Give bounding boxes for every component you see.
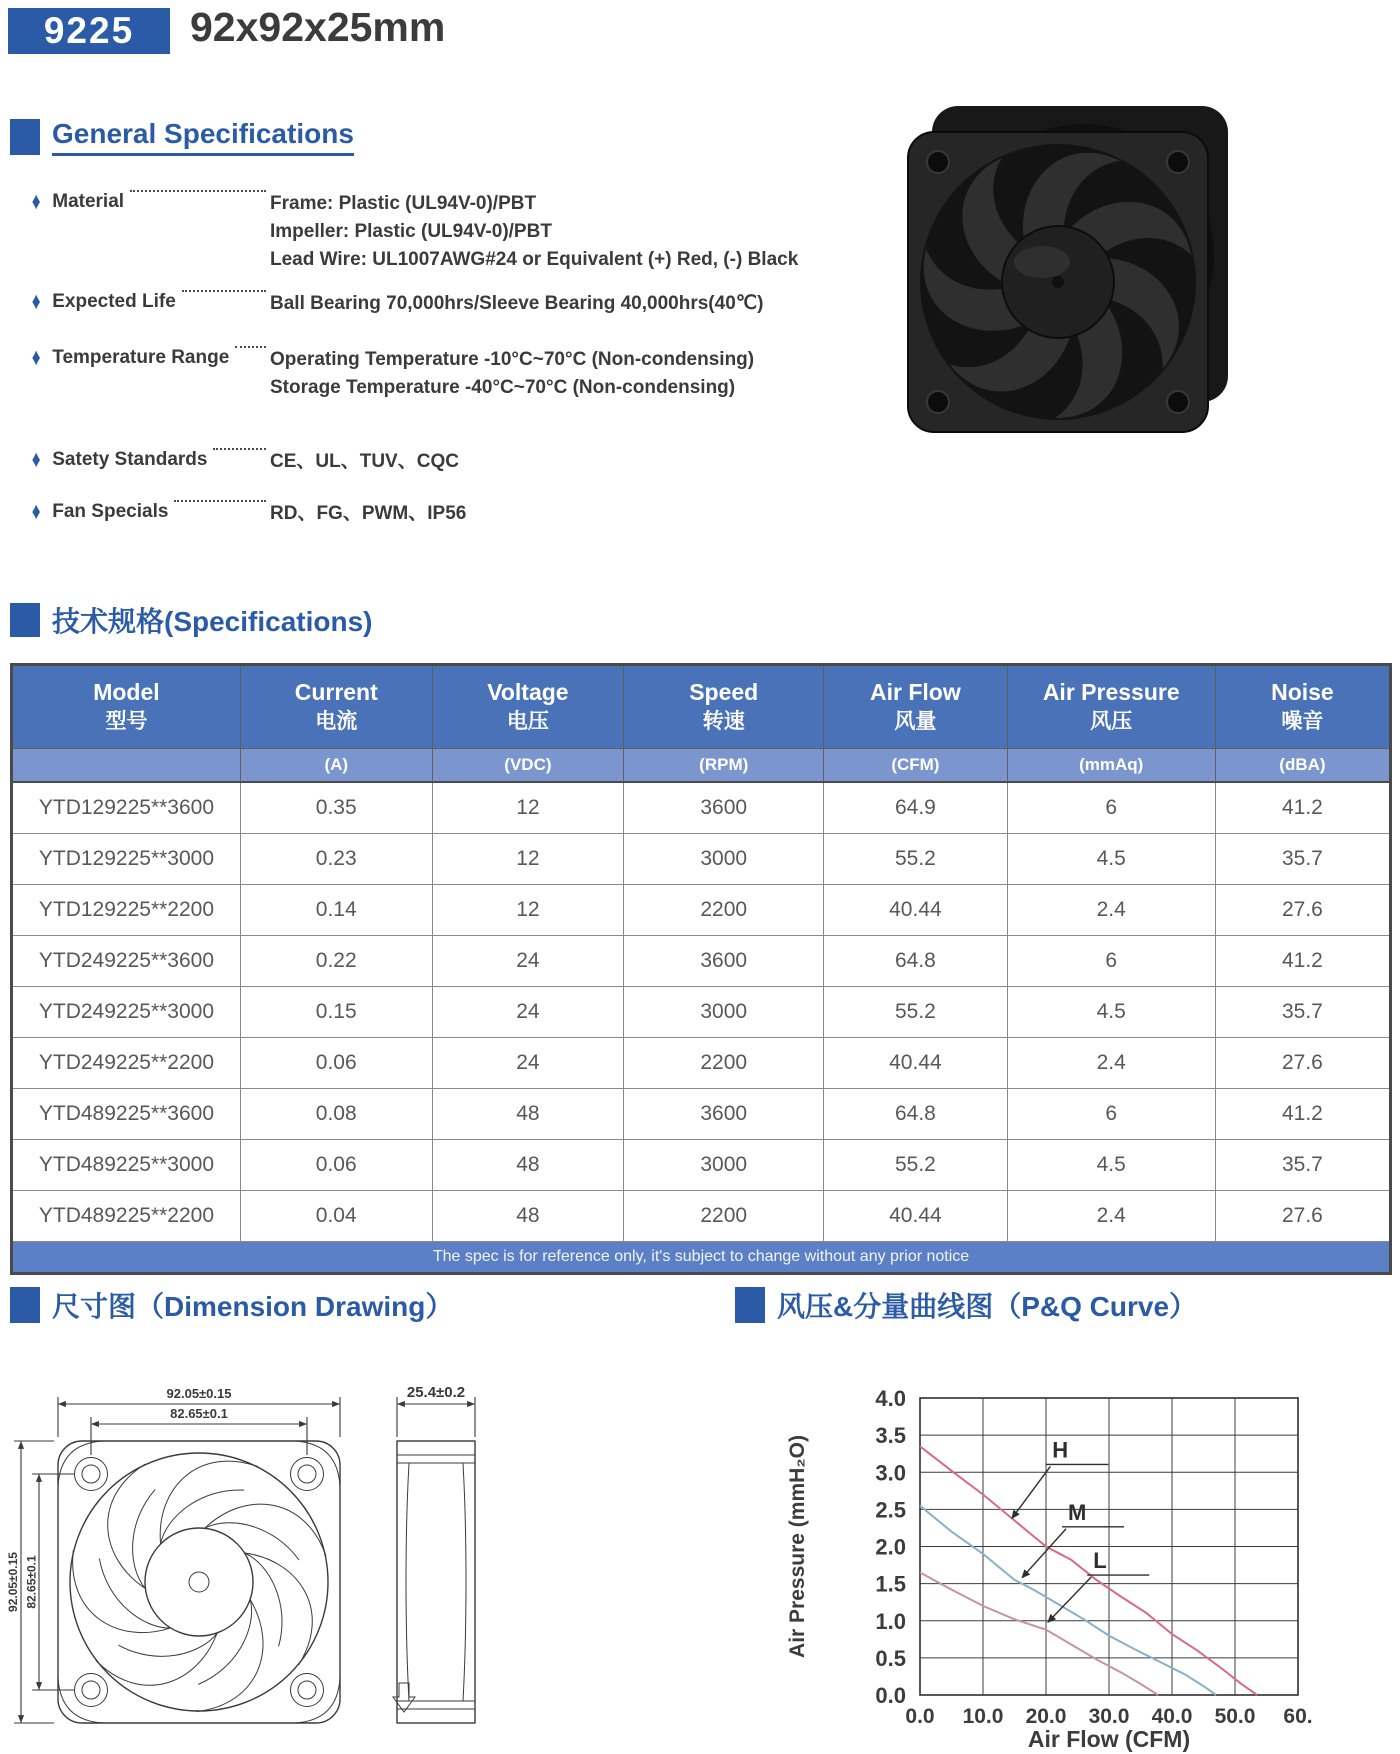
table-cell: 24 [432, 987, 624, 1038]
table-row [12, 1038, 1391, 1089]
series-label-arrow [1012, 1466, 1050, 1518]
spec-item [30, 190, 910, 274]
table-cell: YTD129225**3600 [12, 782, 241, 834]
spec-item [30, 500, 910, 528]
spec-table [10, 663, 1392, 1275]
spec-table-title: 技术规格(Specifications) [52, 606, 373, 637]
table-cell: YTD249225**3600 [12, 936, 241, 987]
table-cell: 0.22 [240, 936, 432, 987]
table-cell: 64.8 [824, 1089, 1007, 1140]
table-cell: 48 [432, 1140, 624, 1191]
spec-item-value: Operating Temperature -10°C~70°C (Non-condensing) Storage Temperature -40°C~70°C (Non-condensing) [270, 349, 755, 398]
diamond-bullet-icon: ♦ [31, 188, 41, 215]
table-cell: YTD489225**3000 [12, 1140, 241, 1191]
table-cell: 0.06 [240, 1038, 432, 1089]
y-tick-label: 3.0 [875, 1460, 906, 1486]
column-unit: (RPM) [624, 749, 824, 783]
y-tick-label: 0.5 [875, 1645, 906, 1671]
table-cell: 40.44 [824, 1038, 1007, 1089]
table-cell: 4.5 [1007, 834, 1215, 885]
spec-table-header-row [12, 665, 1391, 749]
spec-item-value: RD、FG、PWM、IP56 [270, 503, 467, 524]
table-cell: 64.9 [824, 782, 1007, 834]
table-cell: 6 [1007, 936, 1215, 987]
x-tick-label: 10.0 [962, 1705, 1004, 1728]
series-label: L [1093, 1548, 1107, 1574]
table-cell: 0.14 [240, 885, 432, 936]
column-unit: (VDC) [432, 749, 624, 783]
spec-item-label: Fan Specials [52, 501, 169, 522]
table-row [12, 1089, 1391, 1140]
table-cell: 4.5 [1007, 987, 1215, 1038]
spec-item [30, 290, 910, 318]
dotted-leader [174, 500, 266, 502]
dotted-leader [130, 190, 266, 192]
spec-table-body [12, 782, 1391, 1242]
table-cell: 41.2 [1215, 1089, 1390, 1140]
table-cell: YTD129225**2200 [12, 885, 241, 936]
diamond-bullet-icon: ♦ [31, 288, 41, 315]
y-tick-label: 1.5 [875, 1571, 906, 1597]
y-tick-label: 2.0 [875, 1534, 906, 1560]
spec-item-label: Temperature Range [52, 347, 230, 368]
table-cell: 27.6 [1215, 1191, 1390, 1242]
model-code-badge: 9225 [8, 8, 170, 54]
general-spec-list [30, 190, 910, 528]
table-cell: 12 [432, 885, 624, 936]
dim-hole-pitch-left-label: 82.65±0.1 [24, 1555, 39, 1609]
y-axis-title: Air Pressure (mmH₂O) [786, 1435, 809, 1658]
series-L [920, 1573, 1158, 1696]
table-cell: 3600 [624, 1089, 824, 1140]
impeller-drawing [51, 1434, 339, 1723]
spec-item-label: Material [52, 191, 125, 212]
dotted-leader [182, 290, 266, 292]
table-cell: 27.6 [1215, 1038, 1390, 1089]
spec-item-value: Ball Bearing 70,000hrs/Sleeve Bearing 40,000hrs(40℃) [270, 293, 764, 314]
table-cell: 2.4 [1007, 1191, 1215, 1242]
table-cell: 40.44 [824, 885, 1007, 936]
table-cell: 40.44 [824, 1191, 1007, 1242]
table-cell: 0.23 [240, 834, 432, 885]
table-cell: 55.2 [824, 987, 1007, 1038]
y-tick-label: 4.0 [875, 1386, 906, 1411]
column-unit [12, 749, 241, 783]
spec-table-units-row [12, 749, 1391, 783]
table-row [12, 987, 1391, 1038]
dimension-drawing [0, 1305, 700, 1754]
dim-width-label: 92.05±0.15 [166, 1386, 232, 1401]
table-cell: 35.7 [1215, 1140, 1390, 1191]
column-unit: (CFM) [824, 749, 1007, 783]
dimension-title: 尺寸图（Dimension Drawing） [52, 1291, 454, 1322]
table-cell: 12 [432, 782, 624, 834]
dim-height-label: 92.05±0.15 [6, 1552, 20, 1612]
spec-item-value: Frame: Plastic (UL94V-0)/PBT Impeller: Plastic (UL94V-0)/PBT Lead Wire: UL1007AWG#24 or Equivalent (+) Red, (-) Black [270, 193, 799, 270]
product-photo [898, 104, 1238, 454]
table-cell: 2.4 [1007, 1038, 1215, 1089]
x-tick-label: 60. [1283, 1705, 1313, 1728]
table-cell: 4.5 [1007, 1140, 1215, 1191]
table-cell: YTD129225**3000 [12, 834, 241, 885]
x-tick-label: 0.0 [905, 1705, 935, 1728]
series-label: M [1068, 1499, 1087, 1525]
table-cell: 3600 [624, 782, 824, 834]
table-cell: 6 [1007, 1089, 1215, 1140]
y-tick-label: 2.5 [875, 1497, 906, 1523]
x-tick-label: 50.0 [1214, 1705, 1256, 1728]
column-header: Current 电流 [240, 665, 432, 749]
table-cell: 48 [432, 1089, 624, 1140]
spec-item [30, 346, 910, 402]
airflow-direction-arrow-icon [393, 1683, 415, 1712]
table-cell: 3000 [624, 834, 824, 885]
column-header: Air Pressure 风压 [1007, 665, 1215, 749]
table-cell: 0.35 [240, 782, 432, 834]
table-cell: 0.06 [240, 1140, 432, 1191]
table-footnote: The spec is for reference only, it's subject to change without any prior notice [12, 1242, 1391, 1274]
series-label: H [1052, 1437, 1069, 1463]
dim-depth-label: 25.4±0.2 [406, 1384, 466, 1401]
page-title: 92x92x25mm [190, 4, 446, 50]
column-header: Voltage 电压 [432, 665, 624, 749]
column-unit: (dBA) [1215, 749, 1390, 783]
table-cell: 12 [432, 834, 624, 885]
diamond-bullet-icon: ♦ [31, 498, 41, 525]
column-header: Speed 转速 [624, 665, 824, 749]
table-cell: 55.2 [824, 834, 1007, 885]
table-cell: 0.15 [240, 987, 432, 1038]
spec-item-value: CE、UL、TUV、CQC [270, 451, 459, 472]
y-tick-label: 1.0 [875, 1608, 906, 1634]
pq-title: 风压&分量曲线图（P&Q Curve） [777, 1291, 1198, 1322]
table-row [12, 1191, 1391, 1242]
blue-square-icon [735, 1287, 765, 1323]
general-specs-title: General Specifications [52, 118, 354, 156]
table-cell: 35.7 [1215, 987, 1390, 1038]
table-cell: 24 [432, 1038, 624, 1089]
table-cell: 48 [432, 1191, 624, 1242]
spec-item-label: Expected Life [52, 291, 176, 312]
x-tick-label: 30.0 [1088, 1705, 1130, 1728]
table-row [12, 834, 1391, 885]
y-tick-label: 3.5 [875, 1423, 906, 1449]
table-cell: 2.4 [1007, 885, 1215, 936]
mounting-holes [75, 1458, 324, 1707]
dotted-leader [235, 346, 266, 348]
table-cell: 41.2 [1215, 936, 1390, 987]
x-tick-label: 20.0 [1025, 1705, 1067, 1728]
table-cell: 3000 [624, 987, 824, 1038]
x-axis-title: Air Flow (CFM) [1027, 1726, 1191, 1752]
dotted-leader [213, 448, 266, 450]
column-header: Noise 噪音 [1215, 665, 1390, 749]
table-cell: 3600 [624, 936, 824, 987]
blue-square-icon [10, 119, 40, 155]
spec-table-footer-row [12, 1242, 1391, 1274]
table-cell: 0.04 [240, 1191, 432, 1242]
table-cell: YTD489225**3600 [12, 1089, 241, 1140]
pq-chart [760, 1334, 1380, 1754]
x-tick-label: 40.0 [1151, 1705, 1193, 1728]
column-unit: (A) [240, 749, 432, 783]
fan-front-view [58, 1441, 340, 1723]
table-cell: 2200 [624, 885, 824, 936]
dim-hole-pitch-label: 82.65±0.1 [170, 1406, 228, 1421]
blue-square-icon [10, 603, 40, 637]
column-header: Model 型号 [12, 665, 241, 749]
spec-item-label: Satety Standards [52, 449, 208, 470]
column-header: Air Flow 风量 [824, 665, 1007, 749]
general-specs-heading [10, 118, 354, 156]
table-cell: 64.8 [824, 936, 1007, 987]
table-cell: YTD249225**2200 [12, 1038, 241, 1089]
diamond-bullet-icon: ♦ [31, 446, 41, 473]
table-row [12, 936, 1391, 987]
diamond-bullet-icon: ♦ [31, 344, 41, 371]
y-tick-label: 0.0 [875, 1683, 906, 1708]
table-cell: 3000 [624, 1140, 824, 1191]
table-row [12, 1140, 1391, 1191]
table-cell: 6 [1007, 782, 1215, 834]
table-row [12, 885, 1391, 936]
pq-heading [735, 1285, 1197, 1325]
table-cell: 41.2 [1215, 782, 1390, 834]
fan-side-view [393, 1441, 475, 1723]
spec-item [30, 448, 910, 476]
table-cell: 35.7 [1215, 834, 1390, 885]
table-cell: 24 [432, 936, 624, 987]
table-cell: 2200 [624, 1038, 824, 1089]
spec-table-heading [10, 600, 372, 640]
table-cell: 27.6 [1215, 885, 1390, 936]
table-cell: 0.08 [240, 1089, 432, 1140]
table-cell: YTD249225**3000 [12, 987, 241, 1038]
table-row [12, 782, 1391, 834]
column-unit: (mmAq) [1007, 749, 1215, 783]
table-cell: 2200 [624, 1191, 824, 1242]
table-cell: YTD489225**2200 [12, 1191, 241, 1242]
chart-grid [920, 1398, 1298, 1695]
table-cell: 55.2 [824, 1140, 1007, 1191]
